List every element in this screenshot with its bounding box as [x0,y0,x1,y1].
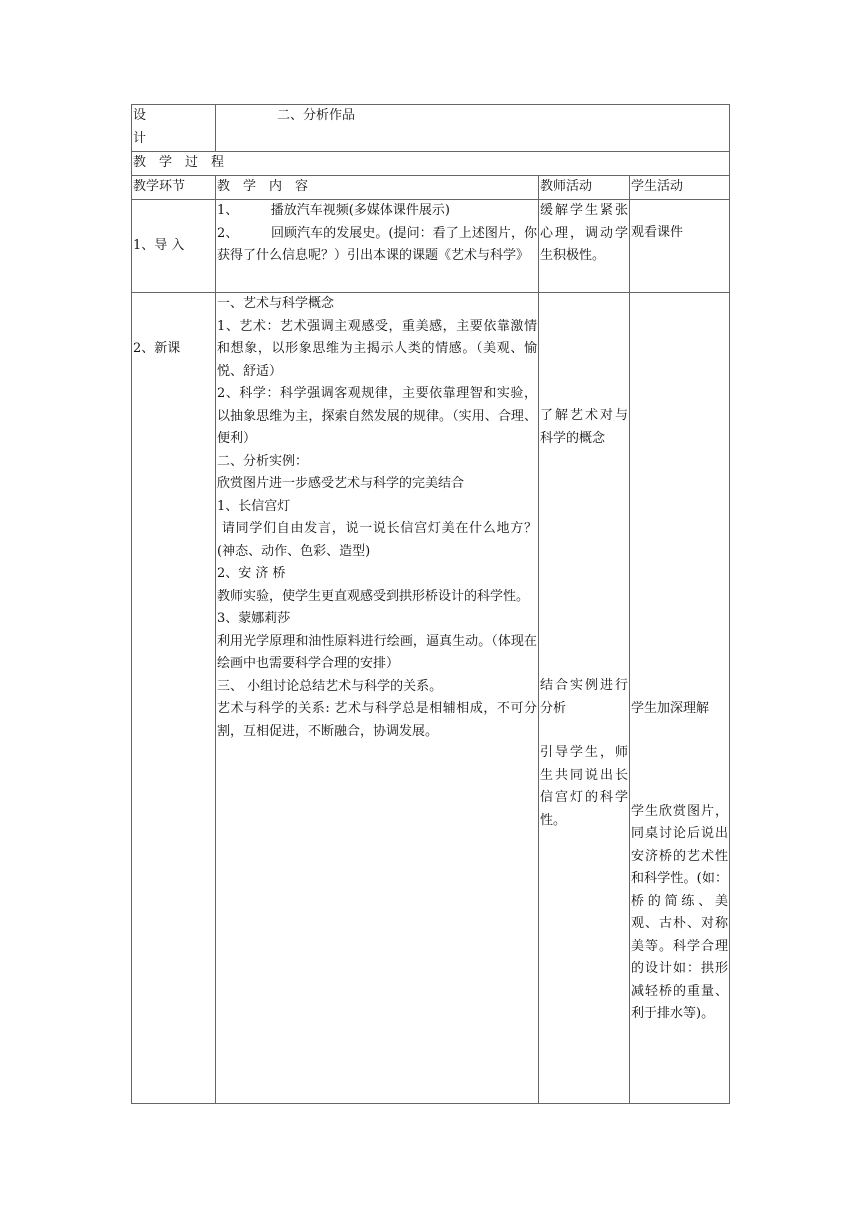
content-line: 一、艺术与科学概念 [217,296,335,311]
column-header-row [132,176,730,200]
content-line: 请同学们自由发言，说一说长信宫灯美在什么地方？(神态、动作、色彩、造型) [217,521,537,559]
column-header-teacher: 教师活动 [539,176,630,200]
content-line: 利用光学原理和油性原料进行绘画，逼真生动。（体现在绘画中也需要科学合理的安排） [217,633,537,671]
intro-student [630,200,730,293]
new-lesson-stage [132,293,216,1104]
process-title: 教 学 过 程 [132,152,730,176]
content-line: 欣赏图片进一步感受艺术与科学的完美结合 [217,476,465,491]
content-line: 1、长信宫灯 [217,498,291,514]
content-line: 教师实验，使学生更直观感受到拱形桥设计的科学性。 [217,588,530,604]
teacher-activity: 了解艺术对与科学的概念 [540,408,628,446]
student-activity: 学生加深理解 [631,701,710,716]
new-lesson-teacher [539,293,630,1104]
intro-content-line: 1、 播放汽车视频(多媒体课件展示) [217,203,450,218]
design-label-line1: 设 [133,108,147,123]
content-line: 2、科学：科学强调客观规律，主要依靠理智和实验，以抽象思维为主，探索自然发展的规律。（实用、合理、便利） [217,386,537,446]
lesson-plan-page [131,104,729,1104]
design-content-cell [216,105,730,152]
student-activity: 学生欣赏图片，同桌讨论后说出安济桥的艺术性和科学性。(如：桥的简练、美观、古朴、对称美等。科学合理的设计如：拱形减轻桥的重量、利于排水等)。 [631,803,729,1021]
new-lesson-stage-label: 2、新课 [133,341,181,356]
column-header-content: 教 学 内 容 [216,176,539,200]
intro-content [216,200,539,293]
process-title-row [132,152,730,176]
design-row [132,105,730,152]
new-lesson-content [216,293,539,1104]
column-header-stage: 教学环节 [132,176,216,200]
teacher-activity: 结合实例进行分析 [540,678,628,716]
lesson-plan-table [131,104,730,1104]
intro-stage: 1、导 入 [132,200,216,293]
design-content: 二、分析作品 [277,108,356,123]
design-label-cell [132,105,216,152]
content-line: 艺术与科学的关系: 艺术与科学总是相辅相成，不可分割，互相促进，不断融合，协调发展。 [217,701,537,739]
content-line: 2、安 济 桥 [217,566,286,581]
intro-student-text: 观看课件 [631,225,684,240]
design-label-line2: 计 [133,130,147,146]
content-line: 1、艺术：艺术强调主观感受，重美感，主要依靠激情和想象，以形象思维为主揭示人类的情感。（美观、愉悦、舒适） [217,318,537,379]
intro-teacher: 缓解学生紧张心理，调动学生积极性。 [539,200,630,293]
intro-content-line: 2、 回顾汽车的发展史。(提问：看了上述图片，你获得了什么信息呢？）引出本课的课题《艺术与科学》 [217,225,537,263]
table-row-intro [132,200,730,293]
teacher-activity: 引导学生，师生共同说出长信宫灯的科学性。 [540,745,628,828]
content-line: 三、 小组讨论总结艺术与科学的关系。 [217,678,443,694]
content-line: 二、分析实例： [217,453,309,469]
content-line: 3、蒙娜莉莎 [217,611,291,626]
new-lesson-student [630,293,730,1104]
table-row-new-lesson [132,293,730,1104]
column-header-student: 学生活动 [630,176,730,200]
